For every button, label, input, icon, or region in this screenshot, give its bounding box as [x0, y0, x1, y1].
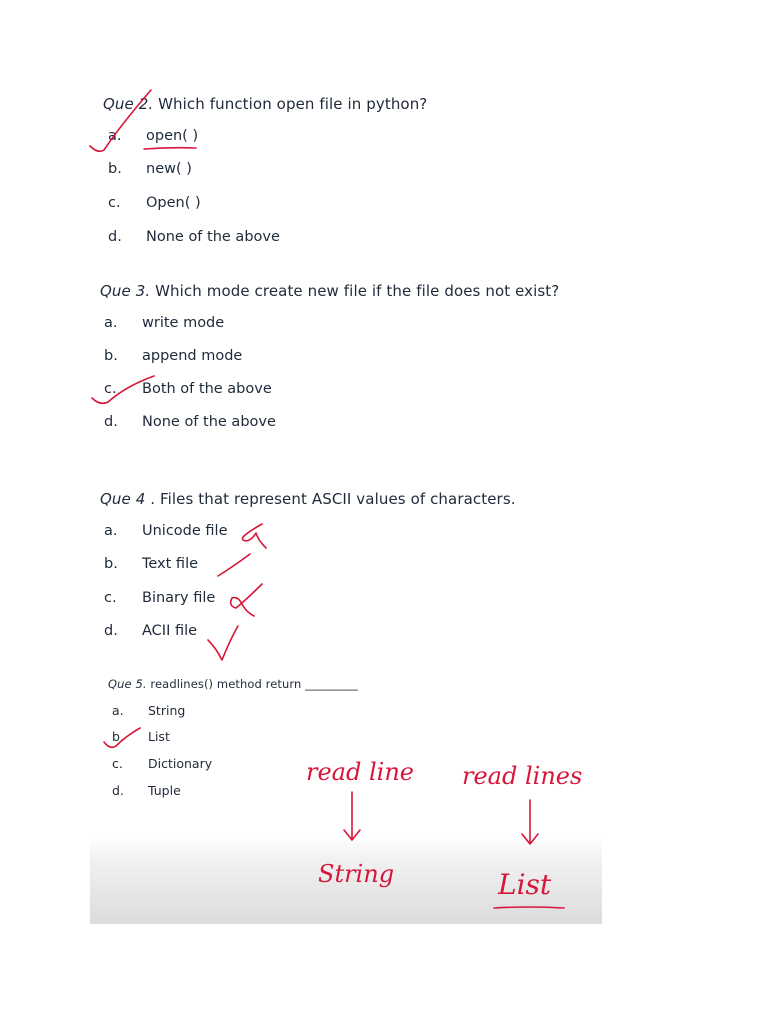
option-4d: [104, 623, 197, 639]
option-5a: [112, 703, 185, 718]
option-4b: [104, 556, 198, 572]
down-arrow-icon: [344, 792, 360, 840]
question-text: readlines() method return _________: [150, 677, 358, 691]
option-letter: c.: [108, 195, 121, 211]
cross-mark-icon: [208, 626, 238, 660]
option-text: Binary file: [142, 590, 216, 606]
question-5: [108, 677, 358, 691]
question-number: Que 4: [100, 490, 146, 508]
option-3b: [104, 348, 242, 364]
option-text: Both of the above: [142, 381, 272, 397]
question-number: Que 3.: [100, 282, 151, 300]
annotation-list: List: [498, 868, 552, 901]
question-number: Que 5.: [108, 677, 147, 691]
question-4: [100, 490, 516, 508]
option-letter: c.: [104, 590, 117, 606]
option-text: open( ): [146, 128, 199, 144]
option-letter: c.: [112, 756, 123, 771]
option-text: Unicode file: [142, 523, 228, 539]
option-letter: d.: [112, 783, 124, 798]
cross-mark-icon: [242, 524, 266, 548]
option-4a: [104, 523, 228, 539]
option-text: None of the above: [146, 229, 280, 245]
option-text: List: [148, 729, 170, 744]
annotation-string: String: [318, 860, 395, 888]
option-5d: [112, 783, 181, 798]
option-3d: [104, 414, 276, 430]
option-text: Dictionary: [148, 756, 213, 771]
underline-mark: [144, 148, 196, 149]
option-letter: a.: [104, 523, 118, 539]
option-letter: a.: [104, 315, 118, 331]
option-4c: [104, 590, 215, 606]
option-text: Text file: [142, 556, 199, 572]
option-text: Tuple: [148, 783, 181, 798]
option-5b: [112, 729, 170, 744]
option-2d: [108, 229, 280, 245]
question-text: . Files that represent ASCII values of characters.: [150, 490, 516, 508]
option-letter: d.: [104, 623, 118, 639]
question-text: Which mode create new file if the file does not exist?: [155, 282, 560, 300]
option-3c: [104, 381, 272, 397]
annotation-read-line: read line: [306, 758, 414, 786]
option-letter: d.: [104, 414, 118, 430]
question-2: [103, 95, 427, 113]
option-letter: b.: [104, 348, 118, 364]
option-3a: [104, 315, 224, 331]
option-letter: b.: [112, 729, 124, 744]
question-3: [100, 282, 559, 300]
option-text: new( ): [146, 161, 192, 177]
annotation-read-lines: read lines: [462, 762, 583, 790]
option-2b: [108, 161, 192, 177]
option-letter: d.: [108, 229, 122, 245]
option-text: write mode: [142, 315, 225, 331]
option-text: ACII file: [142, 623, 198, 639]
option-letter: a.: [108, 128, 122, 144]
option-2c: [108, 195, 201, 211]
option-letter: b.: [108, 161, 122, 177]
option-text: append mode: [142, 348, 243, 364]
option-text: Open( ): [146, 195, 201, 211]
option-text: None of the above: [142, 414, 276, 430]
question-number: Que 2.: [103, 95, 154, 113]
option-text: String: [148, 703, 186, 718]
option-5c: [112, 756, 212, 771]
shaded-footer-band: [90, 836, 602, 924]
option-letter: b.: [104, 556, 118, 572]
question-text: Which function open file in python?: [158, 95, 428, 113]
option-2a: [108, 128, 198, 144]
cross-mark-icon: [231, 584, 262, 616]
tick-mark-icon: [218, 554, 250, 576]
option-letter: c.: [104, 381, 117, 397]
option-letter: a.: [112, 703, 124, 718]
